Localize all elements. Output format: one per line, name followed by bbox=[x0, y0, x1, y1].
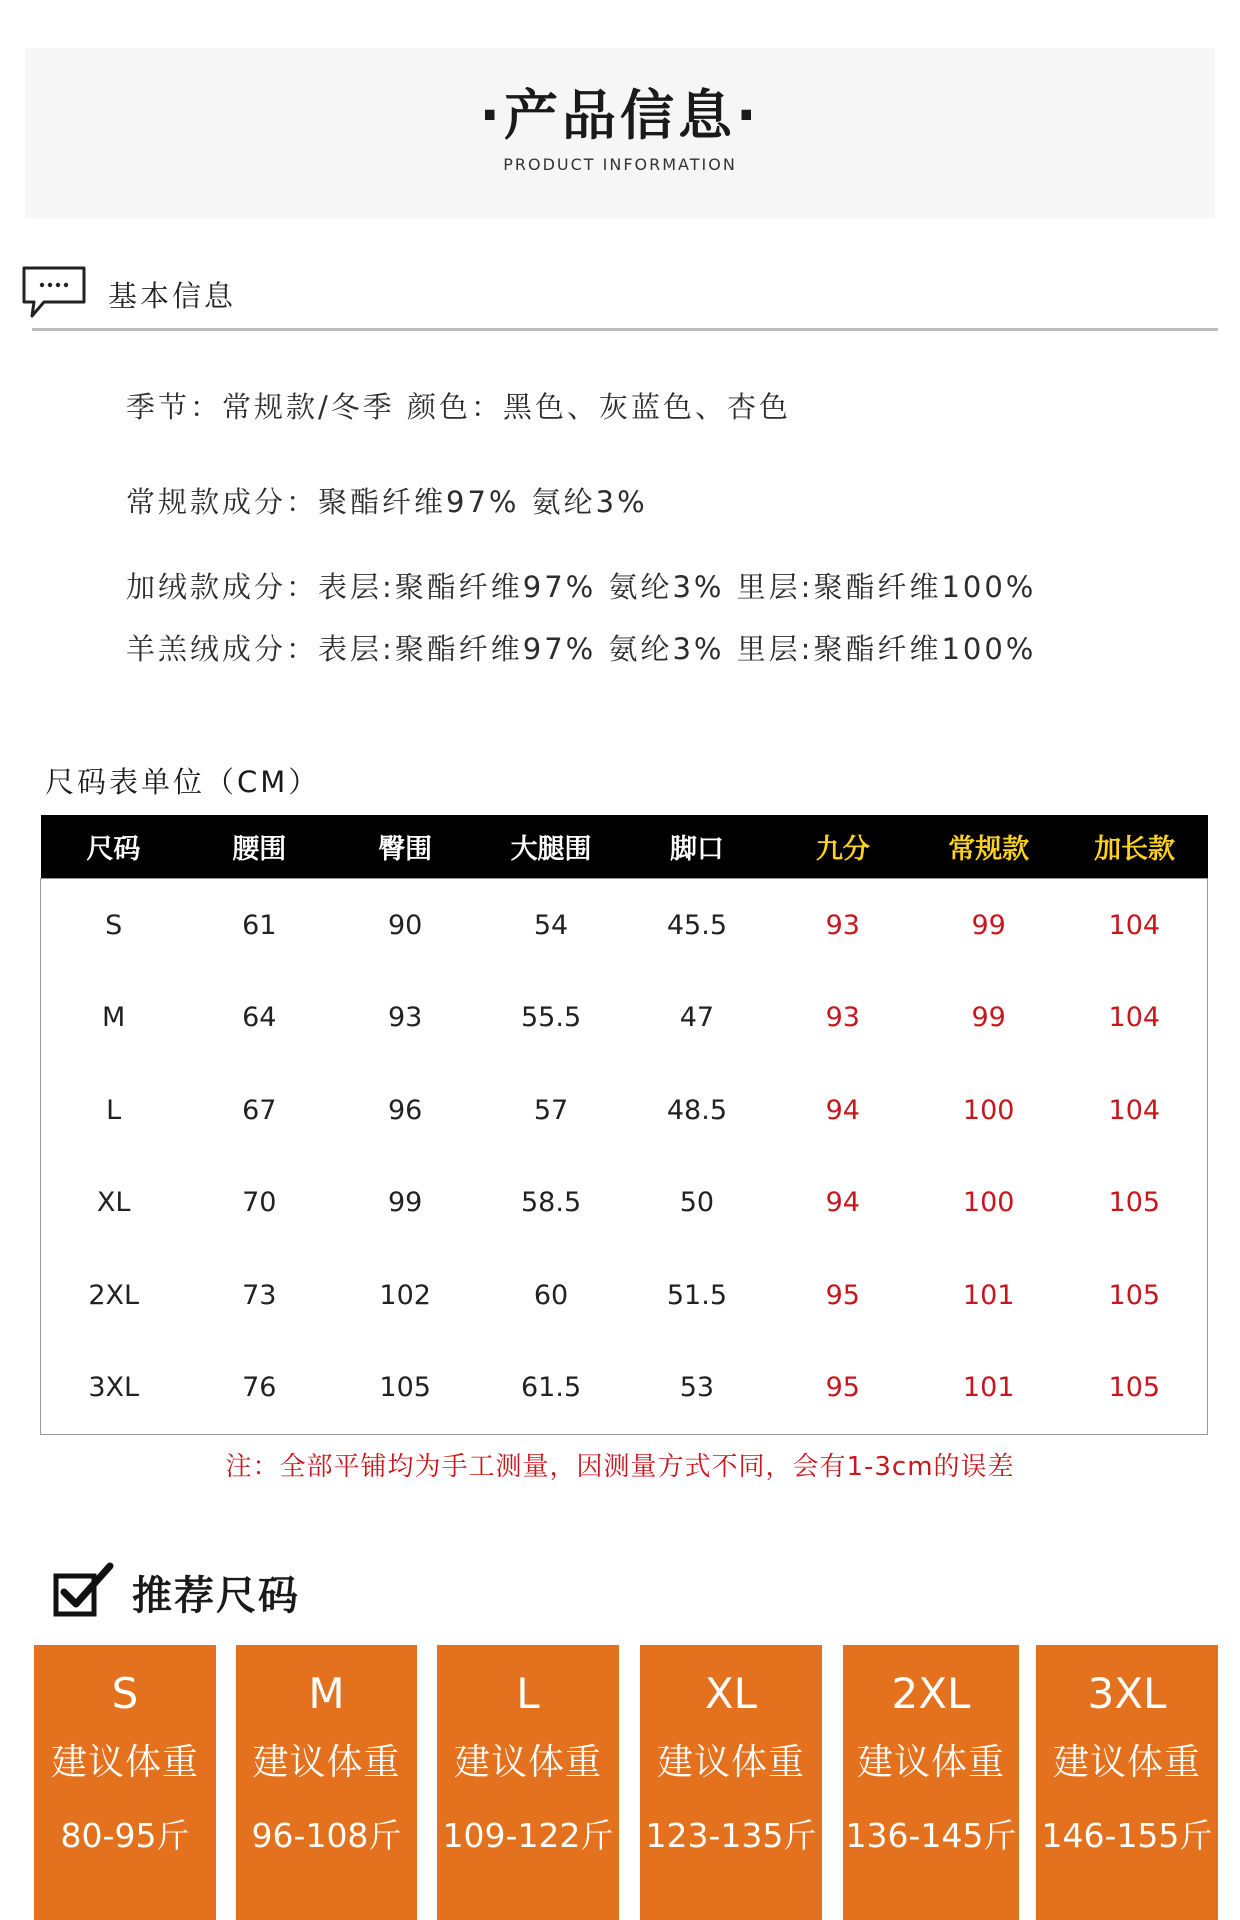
info-line-season-color: 季节：常规款/冬季 颜色：黑色、灰蓝色、杏色 bbox=[126, 390, 791, 424]
table-cell: 2XL bbox=[88, 1279, 140, 1311]
table-cell: 73 bbox=[242, 1279, 277, 1311]
size-card-s bbox=[34, 1645, 216, 1920]
recommend-heading bbox=[52, 1562, 300, 1622]
basic-info-heading bbox=[20, 264, 236, 324]
table-cell: 105 bbox=[1108, 1187, 1161, 1219]
table-cell: 104 bbox=[1108, 1094, 1161, 1126]
table-row bbox=[41, 1342, 1208, 1435]
table-cell: 90 bbox=[388, 909, 423, 941]
header-subtitle: PRODUCT INFORMATION bbox=[503, 154, 737, 174]
header-title: ·产品信息· bbox=[479, 84, 761, 147]
table-cell: 101 bbox=[962, 1279, 1015, 1311]
col-header: 加长款 bbox=[1062, 815, 1208, 879]
divider bbox=[32, 328, 1218, 331]
card-weight-range: 123-135斤 bbox=[645, 1816, 817, 1855]
card-label: 建议体重 bbox=[656, 1742, 805, 1783]
table-cell: 53 bbox=[679, 1372, 715, 1404]
table-row bbox=[41, 972, 1208, 1065]
card-size: 2XL bbox=[891, 1669, 971, 1718]
size-card-xl bbox=[640, 1645, 822, 1920]
table-cell: 105 bbox=[1108, 1372, 1161, 1404]
col-header: 脚口 bbox=[624, 815, 770, 879]
table-row bbox=[41, 879, 1208, 972]
table-cell: 101 bbox=[962, 1372, 1015, 1404]
card-weight-range: 136-145斤 bbox=[845, 1816, 1017, 1855]
table-cell: 99 bbox=[388, 1187, 423, 1219]
card-size: M bbox=[308, 1669, 345, 1718]
table-cell: 58.5 bbox=[521, 1187, 582, 1219]
table-cell: 102 bbox=[379, 1279, 431, 1311]
card-size: XL bbox=[704, 1669, 758, 1718]
table-cell: 96 bbox=[388, 1094, 423, 1126]
table-row bbox=[41, 1064, 1208, 1157]
table-cell: 3XL bbox=[88, 1372, 140, 1404]
table-cell: 64 bbox=[242, 1002, 277, 1034]
table-cell: 48.5 bbox=[666, 1094, 727, 1126]
col-header: 九分 bbox=[770, 815, 916, 879]
card-label: 建议体重 bbox=[252, 1742, 401, 1783]
table-cell: 50 bbox=[679, 1187, 715, 1219]
table-cell: 100 bbox=[962, 1094, 1015, 1126]
table-cell: 93 bbox=[825, 1002, 860, 1034]
card-label: 建议体重 bbox=[50, 1742, 199, 1783]
basic-info-label: 基本信息 bbox=[108, 278, 237, 313]
col-header: 大腿围 bbox=[478, 815, 624, 879]
table-cell: 104 bbox=[1108, 1002, 1161, 1034]
table-cell: 70 bbox=[242, 1187, 277, 1219]
table-cell: 94 bbox=[825, 1094, 860, 1126]
card-label: 建议体重 bbox=[1052, 1742, 1201, 1783]
table-cell: 57 bbox=[533, 1094, 569, 1126]
checkbox-checked-icon bbox=[52, 1562, 118, 1622]
table-cell: 54 bbox=[533, 909, 569, 941]
card-size: S bbox=[111, 1669, 139, 1718]
table-cell: 99 bbox=[971, 909, 1006, 941]
table-cell: L bbox=[106, 1094, 122, 1126]
table-cell: 61.5 bbox=[521, 1372, 582, 1404]
table-cell: 94 bbox=[825, 1187, 860, 1219]
table-cell: 93 bbox=[825, 909, 860, 941]
table-row bbox=[41, 1157, 1208, 1250]
size-chart-title: 尺码表单位（CM） bbox=[45, 765, 321, 799]
card-weight-range: 146-155斤 bbox=[1041, 1816, 1213, 1855]
info-line-regular-material: 常规款成分：聚酯纤维97% 氨纶3% bbox=[126, 485, 648, 519]
measurement-note: 注：全部平铺均为手工测量，因测量方式不同，会有1-3cm的误差 bbox=[225, 1452, 1015, 1482]
size-table bbox=[40, 815, 1208, 1435]
table-cell: 67 bbox=[242, 1094, 277, 1126]
table-cell: 99 bbox=[971, 1002, 1006, 1034]
table-cell: 95 bbox=[825, 1279, 860, 1311]
card-label: 建议体重 bbox=[856, 1742, 1005, 1783]
table-cell: XL bbox=[96, 1187, 131, 1219]
size-card-2xl bbox=[843, 1645, 1019, 1920]
recommend-label: 推荐尺码 bbox=[132, 1572, 300, 1619]
size-card-m bbox=[236, 1645, 417, 1920]
table-cell: 47 bbox=[679, 1002, 715, 1034]
col-header: 腰围 bbox=[186, 815, 332, 879]
table-cell: S bbox=[105, 909, 123, 941]
table-cell: M bbox=[102, 1002, 126, 1034]
card-weight-range: 109-122斤 bbox=[442, 1816, 614, 1855]
col-header: 尺码 bbox=[41, 815, 187, 879]
table-cell: 100 bbox=[962, 1187, 1015, 1219]
card-label: 建议体重 bbox=[453, 1742, 602, 1783]
table-cell: 104 bbox=[1108, 909, 1161, 941]
table-cell: 60 bbox=[533, 1279, 569, 1311]
table-cell: 61 bbox=[242, 909, 277, 941]
table-cell: 105 bbox=[379, 1372, 431, 1404]
table-row bbox=[41, 1249, 1208, 1342]
table-cell: 45.5 bbox=[666, 909, 727, 941]
info-line-fleece-material: 加绒款成分：表层:聚酯纤维97% 氨纶3% 里层:聚酯纤维100% bbox=[126, 570, 1037, 604]
size-table-header-row bbox=[41, 815, 1208, 879]
table-cell: 93 bbox=[388, 1002, 423, 1034]
card-size: L bbox=[516, 1669, 540, 1718]
info-line-lambswool-material: 羊羔绒成分：表层:聚酯纤维97% 氨纶3% 里层:聚酯纤维100% bbox=[126, 632, 1037, 666]
product-info-header bbox=[25, 48, 1215, 218]
size-card-l bbox=[437, 1645, 619, 1920]
size-card-3xl bbox=[1036, 1645, 1218, 1920]
table-cell: 76 bbox=[242, 1372, 277, 1404]
col-header: 常规款 bbox=[916, 815, 1062, 879]
chat-bubble-icon bbox=[20, 264, 88, 324]
table-cell: 105 bbox=[1108, 1279, 1161, 1311]
card-weight-range: 80-95斤 bbox=[60, 1816, 190, 1855]
col-header: 臀围 bbox=[332, 815, 478, 879]
table-cell: 95 bbox=[825, 1372, 860, 1404]
card-size: 3XL bbox=[1087, 1669, 1167, 1718]
card-weight-range: 96-108斤 bbox=[251, 1816, 402, 1855]
table-cell: 55.5 bbox=[521, 1002, 582, 1034]
table-cell: 51.5 bbox=[666, 1279, 727, 1311]
